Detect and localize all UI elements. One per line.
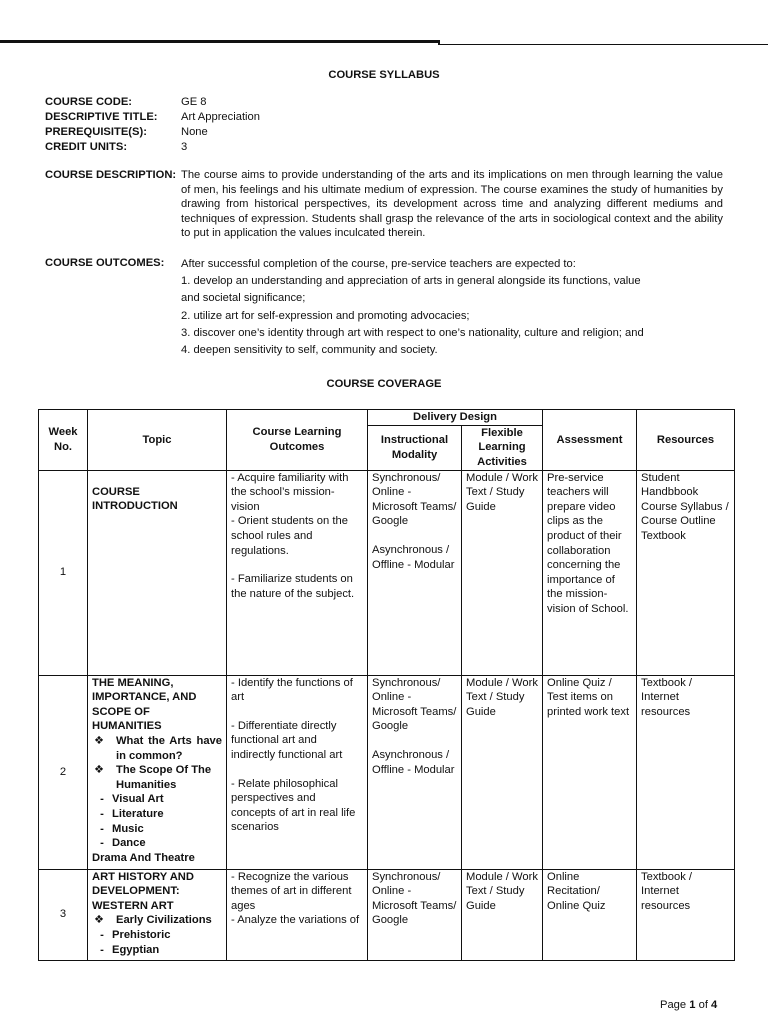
topic-cell <box>88 675 227 869</box>
modality-cell <box>368 470 462 675</box>
outcome-line: 3. discover one’s identity through art with respect to one’s nationality, culture and religion; and <box>181 326 644 339</box>
modality-sync: Synchronous/ Online - Microsoft Teams/ Google <box>372 471 457 528</box>
table-row <box>39 675 735 869</box>
assessment-cell: Online Recitation/ Online Quiz <box>543 869 637 960</box>
meta-value: None <box>181 126 208 138</box>
description-label: COURSE DESCRIPTION: <box>45 169 177 181</box>
meta-value: 3 <box>181 141 188 153</box>
clo-item: - Identify the functions of art <box>231 676 353 704</box>
clo-item: - Relate philosophical perspectives and concepts of art in real life scenarios <box>231 777 356 834</box>
clo-item: - Differentiate directly functional art and indirectly functional art <box>231 719 343 761</box>
header-clo: Course Learning Outcomes <box>227 410 368 471</box>
course-meta <box>45 95 260 155</box>
clo-item: - Acquire familiarity with the school’s mission-vision <box>231 471 349 513</box>
assessment-cell: Online Quiz / Test items on printed work text <box>543 675 637 869</box>
meta-row-units <box>45 140 260 155</box>
week-number: 3 <box>39 869 88 960</box>
header-week: Week No. <box>39 410 88 471</box>
header-flexible: Flexible Learning Activities <box>462 425 543 470</box>
header-assessment: Assessment <box>543 410 637 471</box>
description-text: The course aims to provide understanding of the arts and its implications on men through learning the value of men, his feelings and his ultimate medium of expression. The course examines the study of humanities by drawing from historical perspectives, its development across time and analyzing different mediums and techniques of expression. Students shall grasp the relevance of the arts in sociological context and the ability to put in application the values inculcated therein. <box>181 169 723 240</box>
modality-cell <box>368 869 462 960</box>
page-number: Page 1 of 4 <box>660 999 718 1011</box>
topic-subitem: - Music <box>100 822 144 835</box>
meta-key: PREREQUISITE(S): <box>45 126 147 138</box>
table-row <box>39 470 735 675</box>
clo-item: - Orient students on the school rules and regulations. <box>231 515 348 557</box>
topic-title: COURSE INTRODUCTION <box>92 485 178 513</box>
modality-sync: Synchronous/ Online - Microsoft Teams/ Google <box>372 676 457 733</box>
diamond-bullet-icon: ❖ <box>94 734 105 747</box>
outcome-line: 1. develop an understanding and appreciation of arts in general alongside its functions, value <box>181 275 641 288</box>
topic-title: ART HISTORY AND DEVELOPMENT: WESTERN ART <box>92 870 194 912</box>
meta-row-prerequisite <box>45 125 260 140</box>
flexible-cell: Module / Work Text / Study Guide <box>462 869 543 960</box>
topic-cell <box>88 470 227 675</box>
header-resources: Resources <box>637 410 735 471</box>
meta-key: COURSE CODE: <box>45 96 133 108</box>
topic-subitem: - Visual Art <box>100 793 164 806</box>
outcomes-list <box>181 256 729 359</box>
modality-async: Asynchronous / Offline - Modular <box>372 543 455 571</box>
resources-cell: Textbook / Internet resources <box>637 869 735 960</box>
outcomes-intro: After successful completion of the course, pre-service teachers are expected to: <box>181 258 576 270</box>
header-instructional: Instructional Modality <box>368 425 462 470</box>
course-description <box>45 168 725 241</box>
modality-sync: Synchronous/ Online - Microsoft Teams/ Google <box>372 870 457 927</box>
flexible-cell: Module / Work Text / Study Guide <box>462 675 543 869</box>
header-topic: Topic <box>88 410 227 471</box>
outcome-line: 4. deepen sensitivity to self, community and society. <box>181 344 438 357</box>
resources-cell: Student Handbbook Course Syllabus / Course Outline Textbook <box>637 470 735 675</box>
meta-value: GE 8 <box>181 96 207 108</box>
page-total: 4 <box>711 999 718 1011</box>
coverage-title: COURSE COVERAGE <box>326 378 442 390</box>
meta-key: CREDIT UNITS: <box>45 141 128 153</box>
meta-row-code <box>45 95 260 110</box>
document-title: COURSE SYLLABUS <box>328 69 440 81</box>
clo-item: - Familiarize students on the nature of the subject. <box>231 573 355 600</box>
meta-key: DESCRIPTIVE TITLE: <box>45 111 158 123</box>
clo-cell <box>227 869 368 960</box>
topic-subitem: - Dance <box>100 837 146 850</box>
resources-cell: Textbook / Internet resources <box>637 675 735 869</box>
clo-cell <box>227 470 368 675</box>
outcomes-label: COURSE OUTCOMES: <box>45 257 165 269</box>
meta-value: Art Appreciation <box>181 111 260 123</box>
header-delivery: Delivery Design <box>368 410 543 426</box>
outcome-line: and societal significance; <box>181 292 306 305</box>
assessment-cell: Pre-service teachers will prepare video clips as the product of their collaboration concerning the importance of the mission-vision of School. <box>543 470 637 675</box>
clo-cell <box>227 675 368 869</box>
topic-bullet: ❖ Early Civilizations <box>94 914 212 927</box>
meta-row-title <box>45 110 260 125</box>
topic-subitem: - Literature <box>100 807 164 820</box>
diamond-bullet-icon: ❖ <box>94 914 105 927</box>
course-coverage-table <box>38 409 735 961</box>
topic-cell <box>88 869 227 960</box>
header-rule-thin <box>440 44 768 45</box>
topic-bullet: ❖ The Scope Of The Humanities <box>94 764 212 791</box>
clo-item: - Recognize the various themes of art in different ages <box>231 870 352 912</box>
modality-async: Asynchronous / Offline - Modular <box>372 748 455 776</box>
topic-title: THE MEANING, IMPORTANCE, AND SCOPE OF HUMANITIES <box>92 676 197 733</box>
page-current: 1 <box>689 999 696 1011</box>
topic-tail: Drama And Theatre <box>92 851 195 864</box>
flexible-cell: Module / Work Text / Study Guide <box>462 470 543 675</box>
week-number: 2 <box>39 675 88 869</box>
outcome-line: 2. utilize art for self-expression and promoting advocacies; <box>181 309 470 322</box>
header-rule-thick <box>0 40 440 43</box>
modality-cell <box>368 675 462 869</box>
course-outcomes <box>45 256 735 359</box>
diamond-bullet-icon: ❖ <box>94 764 105 777</box>
topic-subitem: - Egyptian <box>100 943 160 956</box>
week-number: 1 <box>39 470 88 675</box>
topic-subitem: - Prehistoric <box>100 928 171 941</box>
clo-item: - Analyze the variations of <box>231 914 360 927</box>
table-row <box>39 869 735 960</box>
topic-bullet: ❖ What the Arts have in common? <box>94 734 222 762</box>
